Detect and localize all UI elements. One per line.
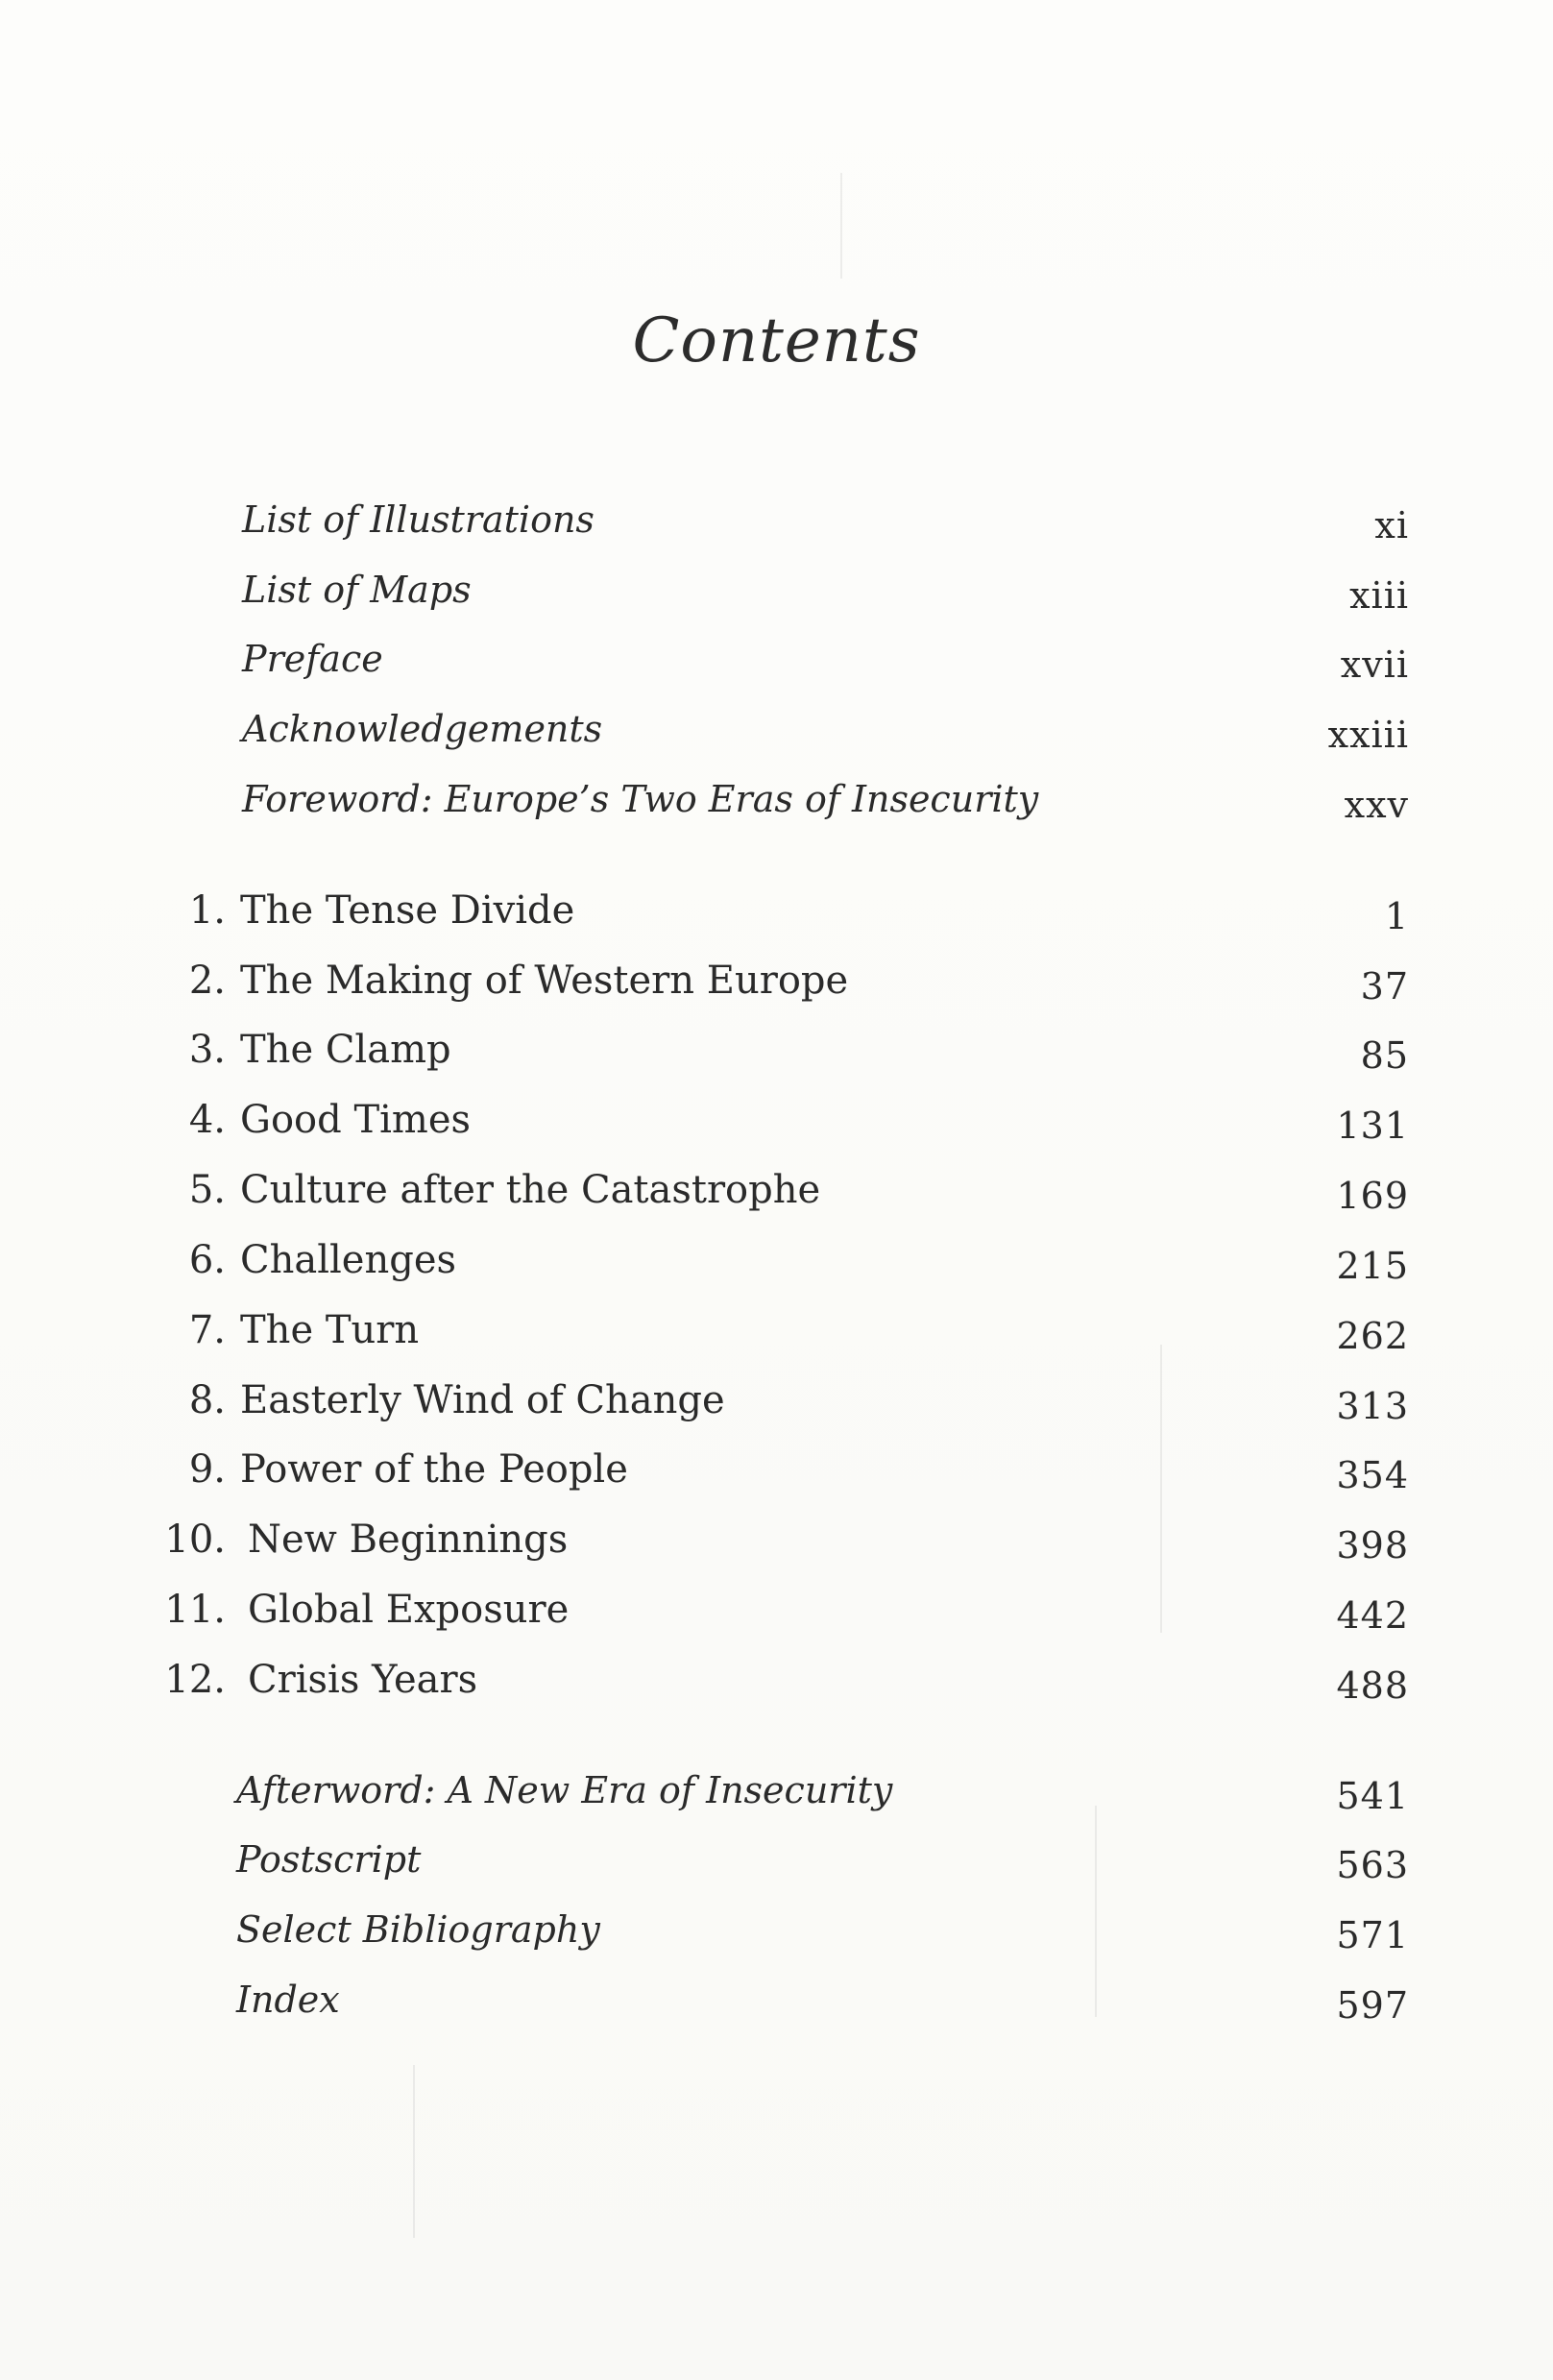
toc-entry[interactable] bbox=[0, 491, 1553, 548]
entry-page-number: 571 bbox=[1336, 1914, 1409, 1956]
chapter-page-number: 262 bbox=[1336, 1315, 1409, 1357]
toc-entry[interactable] bbox=[0, 1831, 1553, 1888]
chapter-page-number: 169 bbox=[1336, 1175, 1409, 1217]
chapter-title: Culture after the Catastrophe bbox=[240, 1168, 821, 1212]
chapter-page-number: 398 bbox=[1336, 1524, 1409, 1566]
toc-chapter-entry[interactable] bbox=[0, 952, 1553, 1009]
chapter-title: The Tense Divide bbox=[240, 888, 575, 933]
entry-title: Afterword: A New Era of Insecurity bbox=[236, 1769, 893, 1811]
toc-chapter-entry[interactable] bbox=[0, 1581, 1553, 1639]
toc-entry[interactable] bbox=[0, 1901, 1553, 1958]
entry-title: List of Illustrations bbox=[242, 498, 595, 541]
toc-chapter-entry[interactable] bbox=[0, 1441, 1553, 1498]
chapter-number: 3. bbox=[188, 1028, 226, 1072]
toc-entry[interactable] bbox=[0, 1971, 1553, 2028]
chapter-title: Global Exposure bbox=[248, 1588, 570, 1632]
entry-title: Preface bbox=[242, 638, 383, 680]
entry-page-number: 563 bbox=[1336, 1844, 1409, 1886]
toc-chapter-entry[interactable] bbox=[0, 882, 1553, 939]
entry-page-number: xi bbox=[1374, 504, 1409, 546]
toc-chapter-entry[interactable] bbox=[0, 1372, 1553, 1429]
chapter-page-number: 85 bbox=[1360, 1034, 1409, 1077]
toc-entry[interactable] bbox=[0, 561, 1553, 619]
chapter-page-number: 37 bbox=[1360, 965, 1409, 1008]
chapter-title: Good Times bbox=[240, 1098, 472, 1142]
chapter-page-number: 131 bbox=[1336, 1105, 1409, 1147]
entry-title: Postscript bbox=[236, 1838, 422, 1881]
chapter-number: 5. bbox=[188, 1168, 226, 1212]
entry-page-number: 541 bbox=[1336, 1775, 1409, 1817]
chapter-page-number: 1 bbox=[1384, 895, 1409, 937]
toc-entry[interactable] bbox=[0, 770, 1553, 828]
chapter-title: The Clamp bbox=[240, 1028, 451, 1072]
entry-title: Foreword: Europe’s Two Eras of Insecurity bbox=[242, 778, 1039, 820]
toc-entry[interactable] bbox=[0, 700, 1553, 758]
toc-chapter-entry[interactable] bbox=[0, 1301, 1553, 1359]
chapter-number: 1. bbox=[188, 888, 226, 933]
chapter-title: Challenges bbox=[240, 1238, 457, 1282]
chapter-title: Easterly Wind of Change bbox=[240, 1378, 725, 1422]
toc-chapter-entry[interactable] bbox=[0, 1161, 1553, 1219]
entry-title: Index bbox=[236, 1979, 340, 2021]
toc-chapter-entry[interactable] bbox=[0, 1021, 1553, 1079]
page-title: Contents bbox=[632, 305, 921, 376]
entry-page-number: 597 bbox=[1336, 1984, 1409, 2027]
chapter-number: 7. bbox=[188, 1308, 226, 1352]
chapter-number: 8. bbox=[188, 1378, 226, 1422]
chapter-title: Power of the People bbox=[240, 1447, 628, 1492]
chapter-page-number: 215 bbox=[1336, 1245, 1409, 1287]
chapter-number: 11. bbox=[164, 1588, 226, 1632]
entry-page-number: xiii bbox=[1349, 574, 1409, 617]
chapter-page-number: 488 bbox=[1336, 1664, 1409, 1707]
chapter-number: 6. bbox=[188, 1238, 226, 1282]
chapter-page-number: 313 bbox=[1336, 1385, 1409, 1427]
toc-chapter-entry[interactable] bbox=[0, 1231, 1553, 1289]
chapter-title: New Beginnings bbox=[248, 1518, 569, 1562]
chapter-number: 10. bbox=[164, 1518, 226, 1562]
toc-chapter-entry[interactable] bbox=[0, 1091, 1553, 1149]
chapter-number: 4. bbox=[188, 1098, 226, 1142]
chapter-page-number: 354 bbox=[1336, 1454, 1409, 1496]
toc-entry[interactable] bbox=[0, 630, 1553, 688]
chapter-number: 2. bbox=[188, 959, 226, 1003]
toc-chapter-entry[interactable] bbox=[0, 1511, 1553, 1568]
entry-title: List of Maps bbox=[242, 569, 472, 611]
entry-page-number: xvii bbox=[1340, 644, 1409, 686]
chapter-title: The Turn bbox=[240, 1308, 420, 1352]
toc-entry[interactable] bbox=[0, 1761, 1553, 1819]
toc-chapter-entry[interactable] bbox=[0, 1651, 1553, 1709]
chapter-title: Crisis Years bbox=[248, 1658, 478, 1702]
entry-page-number: xxiii bbox=[1327, 714, 1409, 756]
chapter-number: 12. bbox=[164, 1658, 226, 1702]
chapter-number: 9. bbox=[188, 1447, 226, 1492]
entry-page-number: xxv bbox=[1344, 784, 1409, 826]
entry-title: Select Bibliography bbox=[236, 1908, 600, 1951]
entry-title: Acknowledgements bbox=[242, 708, 603, 750]
chapter-title: The Making of Western Europe bbox=[240, 959, 849, 1003]
chapter-page-number: 442 bbox=[1336, 1594, 1409, 1637]
